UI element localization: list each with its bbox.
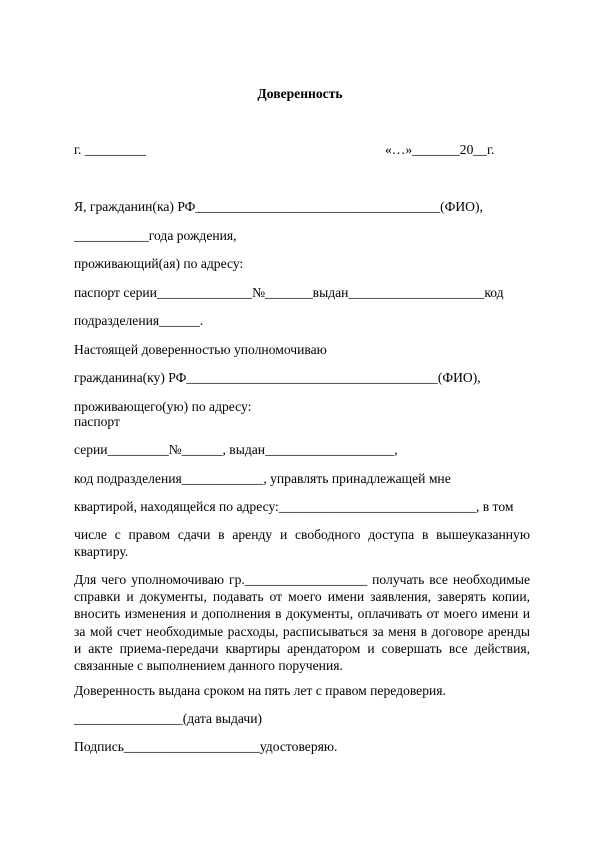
term-line: Доверенность выдана сроком на пять лет с правом передоверия.: [74, 683, 446, 698]
passport-line: паспорт серии______________№_______выдан____________________код: [74, 285, 504, 300]
city-line: г. _________: [74, 142, 147, 157]
principal-address-line: проживающий(ая) по адресу:: [74, 256, 244, 271]
agent-address-line: проживающего(ую) по адресу:: [74, 399, 252, 414]
rental-paragraph: числе с правом сдачи в аренду и свободного доступа в вышеуказанную квартиру.: [74, 527, 530, 560]
issue-date-line: ________________(дата выдачи): [74, 711, 263, 726]
birth-year-line: ___________года рождения,: [74, 228, 237, 243]
document-title: Доверенность: [257, 86, 343, 101]
apartment-address-line: квартирой, находящейся по адресу:_____________________________, в том: [74, 499, 514, 514]
agent-passport-line: серии_________№______, выдан___________________,: [74, 442, 398, 457]
division-line: подразделения______.: [74, 313, 204, 328]
authorize-line: Настоящей доверенностью уполномочиваю: [74, 342, 327, 357]
principal-line: Я, гражданин(ка) РФ____________________________________(ФИО),: [74, 199, 483, 214]
signature-line: Подпись____________________удостоверяю.: [74, 739, 338, 754]
agent-line: гражданина(ку) РФ_____________________________________(ФИО),: [74, 370, 481, 385]
date-line: «…»_______20__г.: [385, 142, 495, 157]
agent-passport-label: паспорт: [74, 414, 120, 429]
powers-paragraph: Для чего уполномочиваю гр.__________________ получать все необходимые справки и документы, подавать от моего имени заявления, заверять копии, вносить изменения и дополнения в документы, оплачивать от моего имени и за мой счет необходимые расходы, расписываться за меня в договоре аренды и акте приема-передачи квартиры арендатором и совершать все действия, связанные с выполнением данного поручения.: [74, 572, 530, 674]
agent-division-line: код подразделения____________, управлять принадлежащей мне: [74, 471, 451, 486]
